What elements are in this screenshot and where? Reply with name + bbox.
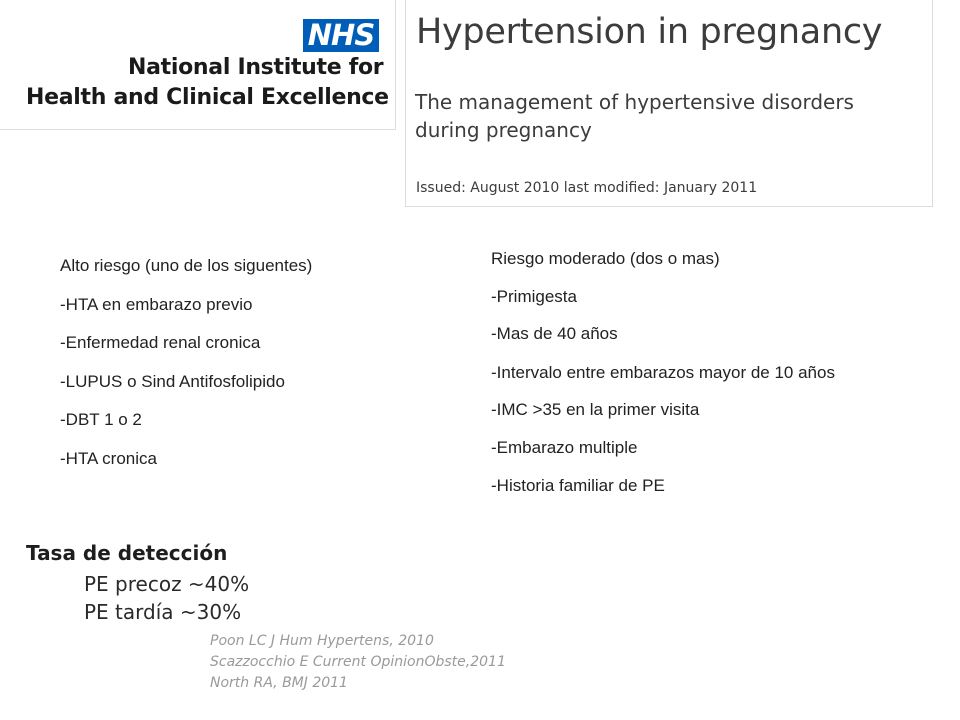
reference-item: Poon LC J Hum Hypertens, 2010 (210, 633, 434, 649)
list-item: -Historia familiar de PE (491, 475, 665, 495)
high-risk-list (60, 256, 312, 488)
reference-item: Scazzocchio E Current OpinionObste,2011 (210, 654, 506, 670)
reference-item: North RA, BMJ 2011 (210, 675, 348, 691)
list-item: -Mas de 40 años (491, 324, 618, 344)
list-item: -Embarazo multiple (491, 437, 638, 457)
list-item: -Enfermedad renal cronica (60, 333, 261, 353)
list-item: -HTA en embarazo previo (60, 294, 253, 314)
list-item: -Intervalo entre embarazos mayor de 10 años (491, 362, 835, 382)
high-risk-heading: Alto riesgo (uno de los siguentes) (60, 256, 313, 275)
guideline-subtitle-line2: during pregnancy (415, 118, 592, 142)
nice-name-line2: Health and Clinical Excellence (26, 85, 389, 110)
moderate-risk-list (491, 249, 891, 513)
nhs-logo: NHS (303, 19, 379, 52)
detection-early-pe: PE precoz ~40% (84, 572, 250, 596)
guideline-title: Hypertension in pregnancy (416, 12, 883, 52)
list-item: -DBT 1 o 2 (60, 410, 142, 430)
guideline-issued-date: Issued: August 2010 last modified: January 2011 (416, 180, 758, 196)
list-item: -LUPUS o Sind Antifosfolipido (60, 371, 285, 391)
guideline-subtitle-line1: The management of hypertensive disorders (415, 90, 854, 114)
detection-late-pe: PE tardía ~30% (84, 600, 242, 624)
list-item: -Primigesta (491, 286, 577, 306)
detection-rate-title: Tasa de detección (26, 541, 228, 565)
list-item: -HTA cronica (60, 448, 157, 468)
moderate-risk-heading: Riesgo moderado (dos o mas) (491, 249, 720, 268)
nice-name-line1: National Institute for (128, 55, 384, 80)
list-item: -IMC >35 en la primer visita (491, 400, 700, 420)
